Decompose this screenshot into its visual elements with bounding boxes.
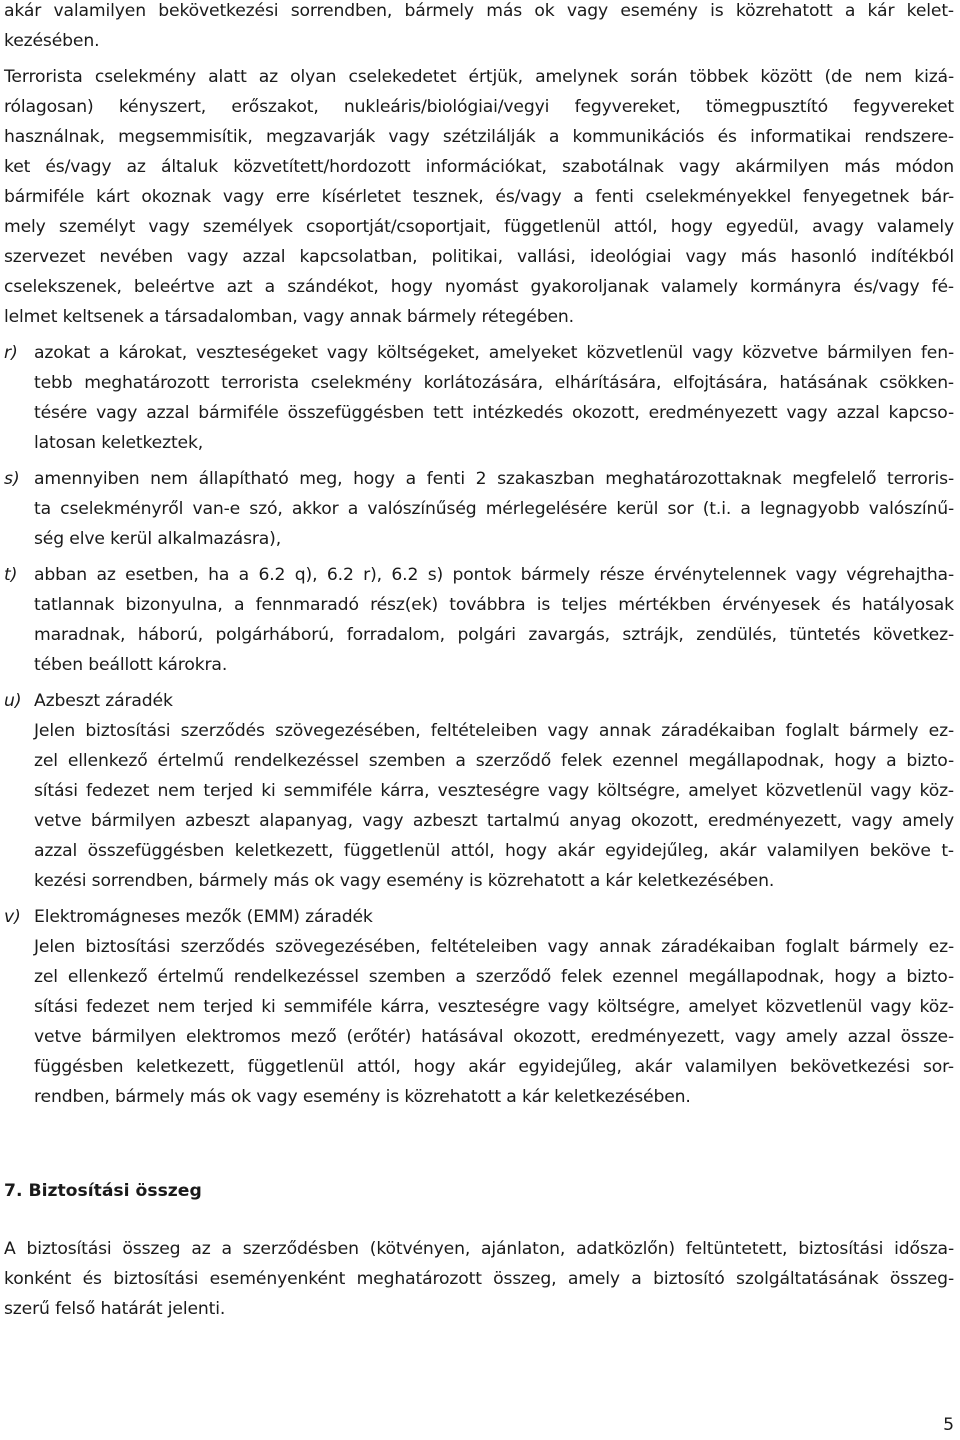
text-line: azokat a károkat, veszteségeket vagy költségeket, amelyeket közvetlenül vagy közvetve bármilyen fen- xyxy=(34,343,954,363)
text-line: ség elve kerül alkalmazásra), xyxy=(34,529,282,549)
item-marker: v) xyxy=(4,907,21,927)
text-line: vetve bármilyen azbeszt alapanyag, vagy azbeszt tartalmú anyag okozott, eredményezett, vagy amely xyxy=(34,811,954,831)
text-line: tebb meghatározott terrorista cselekmény korlátozására, elhárítására, elfojtására, hatásának csökken- xyxy=(34,373,954,393)
text-line: sítási fedezet nem terjed ki semmiféle kárra, veszteségre vagy költségre, amelyet közvetlenül vagy köz- xyxy=(34,997,954,1017)
text-line: függésben keletkezett, függetlenül attól, hogy akár egyidejűleg, akár valamilyen bekövetkezési sor- xyxy=(34,1057,954,1077)
text-line: Jelen biztosítási szerződés szövegezésében, feltételeiben vagy annak záradékaiban foglalt bármely ez- xyxy=(34,937,954,957)
text-line: tében beállott károkra. xyxy=(34,655,228,675)
text-line: tésére vagy azzal bármiféle összefüggésben tett intézkedés okozott, eredményezett vagy azzal kapcso- xyxy=(34,403,954,423)
clause-title: Azbeszt záradék xyxy=(34,691,173,711)
text-line: amennyiben nem állapítható meg, hogy a fenti 2 szakaszban meghatározottaknak megfelelő terroris- xyxy=(34,469,954,489)
text-line: rendben, bármely más ok vagy esemény is közrehatott a kár keletkezésében. xyxy=(34,1087,691,1107)
text-line: zel ellenkező értelmű rendelkezéssel szemben a szerződő felek ezennel megállapodnak, hogy a bizto- xyxy=(34,967,954,987)
text-line: használnak, megsemmisítik, megzavarják vagy szétzilálják a kommunikációs és informatikai rendszere- xyxy=(4,127,954,147)
text-line: abban az esetben, ha a 6.2 q), 6.2 r), 6.2 s) pontok bármely része érvénytelennek vagy végrehajtha- xyxy=(34,565,954,585)
text-line: zel ellenkező értelmű rendelkezéssel szemben a szerződő felek ezennel megállapodnak, hogy a bizto- xyxy=(34,751,954,771)
text-line: tatlannak bizonyulna, a fennmaradó rész(ek) továbbra is teljes mértékben érvényesek és hatályosak xyxy=(34,595,954,615)
item-marker: t) xyxy=(4,565,18,585)
text-line: A biztosítási összeg az a szerződésben (kötvényen, ajánlaton, adatközlőn) feltüntetett, biztosítási idősza- xyxy=(4,1239,954,1259)
text-line: bármiféle kárt okoznak vagy erre kísérletet tesznek, és/vagy a fenti cselekményekkel fenyegetnek bár- xyxy=(4,187,954,207)
text-line: Jelen biztosítási szerződés szövegezésében, feltételeiben vagy annak záradékaiban foglalt bármely ez- xyxy=(34,721,954,741)
item-marker: s) xyxy=(4,469,20,489)
text-line: azzal összefüggésben keletkezett, függetlenül attól, hogy akár egyidejűleg, akár valamilyen beköve t- xyxy=(34,841,954,861)
text-line: kezési sorrendben, bármely más ok vagy esemény is közrehatott a kár keletkezésében. xyxy=(34,871,775,891)
text-line: lelmet keltsenek a társadalomban, vagy annak bármely rétegében. xyxy=(4,307,574,327)
text-line: szerű felső határát jelenti. xyxy=(4,1299,226,1319)
text-line: maradnak, háború, polgárháború, forradalom, polgári zavargás, sztrájk, zendülés, tüntetés következ- xyxy=(34,625,954,645)
text-line: ket és/vagy az általuk közvetített/hordozott információkat, szabotálnak vagy akármilyen más módon xyxy=(4,157,954,177)
text-line: rólagosan) kényszert, erőszakot, nukleáris/biológiai/vegyi fegyvereket, tömegpusztító fegyvereket xyxy=(4,97,954,117)
text-line: kezésében. xyxy=(4,31,100,51)
item-marker: r) xyxy=(4,343,18,363)
text-line: akár valamilyen bekövetkezési sorrendben, bármely más ok vagy esemény is közrehatott a kár kelet- xyxy=(4,1,954,21)
section-heading: 7. Biztosítási összeg xyxy=(4,1181,202,1201)
text-line: mely személyt vagy személyek csoportját/csoportjait, függetlenül attól, hogy egyedül, avagy valamely xyxy=(4,217,954,237)
text-line: sítási fedezet nem terjed ki semmiféle kárra, veszteségre vagy költségre, amelyet közvetlenül vagy köz- xyxy=(34,781,954,801)
text-line: cselekszenek, beleértve azt a szándékot, hogy nyomást gyakoroljanak valamely kormányra és/vagy fé- xyxy=(4,277,954,297)
clause-title: Elektromágneses mezők (EMM) záradék xyxy=(34,907,373,927)
text-line: vetve bármilyen elektromos mező (erőtér) hatásával okozott, eredményezett, vagy amely azzal össze- xyxy=(34,1027,954,1047)
item-marker: u) xyxy=(4,691,22,711)
text-line: latosan keletkeztek, xyxy=(34,433,204,453)
text-line: Terrorista cselekmény alatt az olyan cselekedetet értjük, amelynek során többek között (de nem kizá- xyxy=(4,67,954,87)
text-line: konként és biztosítási eseményenként meghatározott összeg, amely a biztosító szolgáltatásának összeg- xyxy=(4,1269,954,1289)
page-number: 5 xyxy=(943,1415,954,1435)
text-line: ta cselekményről van-e szó, akkor a valószínűség mérlegelésére kerül sor (t.i. a legnagyobb valószínű- xyxy=(34,499,954,519)
text-line: szervezet nevében vagy azzal kapcsolatban, politikai, vallási, ideológiai vagy más hasonló indítékból xyxy=(4,247,954,267)
